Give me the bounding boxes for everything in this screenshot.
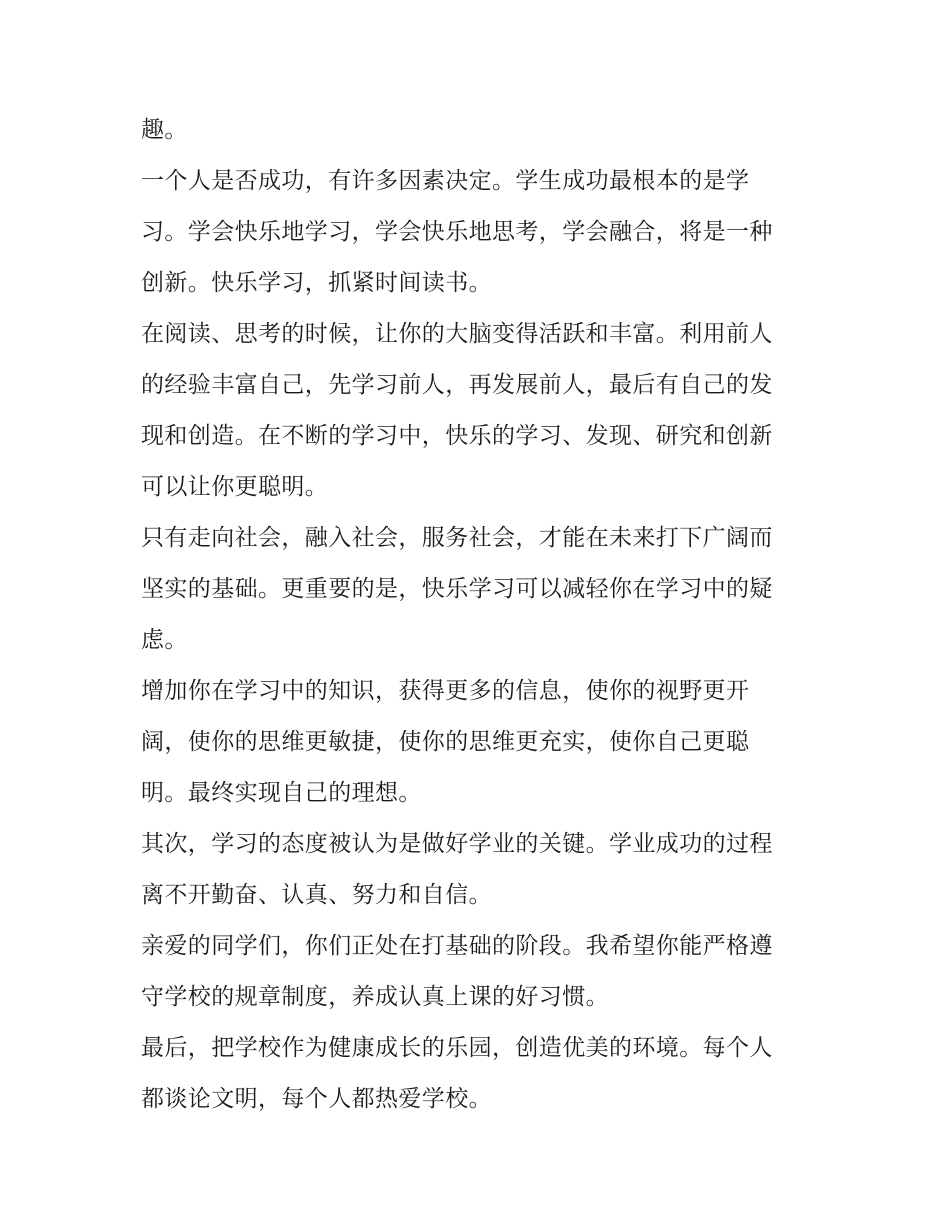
text-line: 现和创造。在不断的学习中，快乐的学习、发现、研究和创新 <box>141 423 773 449</box>
text-line: 都谈论文明，每个人都热爱学校。 <box>141 1086 492 1112</box>
text-line: 坚实的基础。更重要的是，快乐学习可以减轻你在学习中的疑 <box>141 576 773 602</box>
text-line: 增加你在学习中的知识，获得更多的信息，使你的视野更开 <box>141 678 750 704</box>
text-line: 明。最终实现自己的理想。 <box>141 780 422 806</box>
paragraph-8 <box>141 1023 821 1125</box>
text-line: 离不开勤奋、认真、努力和自信。 <box>141 882 492 908</box>
text-line: 在阅读、思考的时候，让你的大脑变得活跃和丰富。利用前人 <box>141 321 773 347</box>
paragraph-2 <box>141 156 821 309</box>
text-line: 其次，学习的态度被认为是做好学业的关键。学业成功的过程 <box>141 831 773 857</box>
text-line: 趣。 <box>141 117 188 143</box>
paragraph-4 <box>141 513 821 666</box>
paragraph-6 <box>141 819 821 921</box>
document-body <box>141 105 821 1125</box>
text-line: 一个人是否成功，有许多因素决定。学生成功最根本的是学 <box>141 168 750 194</box>
text-line: 可以让你更聪明。 <box>141 474 329 500</box>
text-line: 只有走向社会，融入社会，服务社会，才能在未来打下广阔而 <box>141 525 773 551</box>
text-line: 虑。 <box>141 627 188 653</box>
paragraph-7 <box>141 921 821 1023</box>
text-line: 创新。快乐学习，抓紧时间读书。 <box>141 270 492 296</box>
text-line: 最后，把学校作为健康成长的乐园，创造优美的环境。每个人 <box>141 1035 773 1061</box>
paragraph-1 <box>141 105 821 156</box>
paragraph-3 <box>141 309 821 513</box>
text-line: 亲爱的同学们，你们正处在打基础的阶段。我希望你能严格遵 <box>141 933 773 959</box>
text-line: 阔，使你的思维更敏捷，使你的思维更充实，使你自己更聪 <box>141 729 750 755</box>
paragraph-5 <box>141 666 821 819</box>
text-line: 守学校的规章制度，养成认真上课的好习惯。 <box>141 984 609 1010</box>
text-line: 的经验丰富自己，先学习前人，再发展前人，最后有自己的发 <box>141 372 773 398</box>
text-line: 习。学会快乐地学习，学会快乐地思考，学会融合，将是一种 <box>141 219 773 245</box>
